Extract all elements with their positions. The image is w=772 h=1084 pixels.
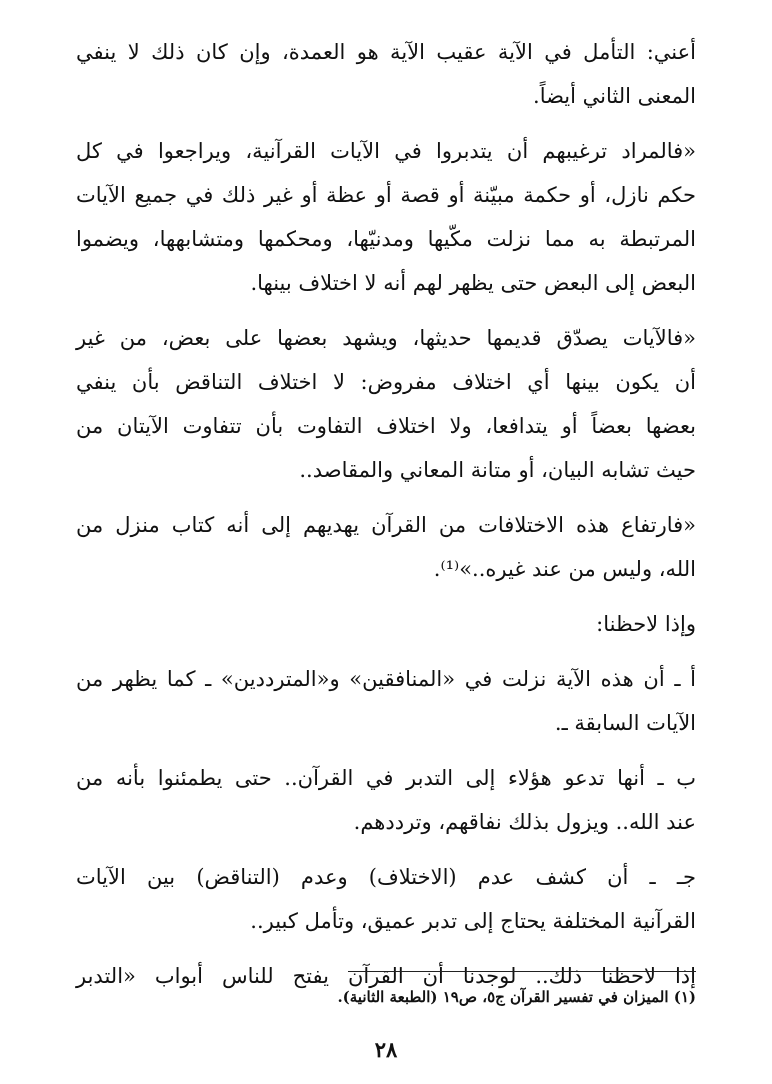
text-line: عند الله.. ويزول بذلك نفاقهم، وترددهم. [353,810,696,834]
text-line: حكم نازل، أو حكمة مبيّنة أو قصة أو عظة أو غير ذلك في جميع الآيات [76,183,696,207]
text-line: «فالآيات يصدّق قديمها حديثها، ويشهد بعضها على بعض، من غير [76,326,696,350]
paragraph-2 [76,129,696,305]
paragraph-1 [76,30,696,118]
paragraph-7 [76,756,696,844]
text-line: أ ـ أن هذه الآية نزلت في «المنافقين» و«المترددين» ـ كما يظهر من [76,667,696,691]
text-line: أن يكون بينها أي اختلاف مفروض: لا اختلاف التناقض بأن ينفي [76,370,697,394]
text-line: بعضها بعضاً أو يتدافعا، ولا اختلاف التفاوت بأن تتفاوت الآيتان من [76,414,696,438]
footnote: (١) الميزان في تفسير القرآن ج٥، ص١٩ (الطبعة الثانية). [337,988,696,1006]
text-line: المعنى الثاني أيضاً. [533,84,696,108]
paragraph-3 [76,316,696,492]
text-line: «فالمراد ترغيبهم أن يتدبروا في الآيات القرآنية، ويراجعوا في كل [76,139,696,163]
text-line: أعني: التأمل في الآية عقيب الآية هو العمدة، وإن كان ذلك لا ينفي [76,40,696,64]
text-line: الله، وليس من عند غيره..»⁽¹⁾. [433,557,696,581]
text-line: حيث تشابه البيان، أو متانة المعاني والمقاصد.. [299,458,696,482]
paragraph-4 [76,503,696,591]
text-line: «فارتفاع هذه الاختلافات من القرآن يهديهم إلى أنه كتاب منزل من [76,513,696,537]
text-line: الآيات السابقة ـ. [554,711,696,735]
paragraph-8 [76,855,696,943]
text-line: وإذا لاحظنا: [596,612,696,636]
page-body [76,30,696,1009]
text-line: ب ـ أنها تدعو هؤلاء إلى التدبر في القرآن.. حتى يطمئنوا بأنه من [76,766,696,790]
footnote-divider [348,971,696,972]
text-line: جـ ـ أن كشف عدم (الاختلاف) وعدم (التناقض) بين الآيات [76,865,696,889]
text-line: البعض إلى البعض حتى يظهر لهم أنه لا اختلاف بينها. [250,271,696,295]
paragraph-5 [76,602,696,646]
text-line: القرآنية المختلفة يحتاج إلى تدبر عميق، وتأمل كبير.. [250,909,696,933]
text-line: إذا لاحظنا ذلك.. لوجدنا أن القرآن يفتح للناس أبواب «التدبر [76,964,696,988]
page-number: ٢٨ [374,1037,398,1062]
text-line: المرتبطة به مما نزلت مكّيها ومدنيّها، ومحكمها ومتشابهها، ويضموا [76,227,696,251]
paragraph-6 [76,657,696,745]
